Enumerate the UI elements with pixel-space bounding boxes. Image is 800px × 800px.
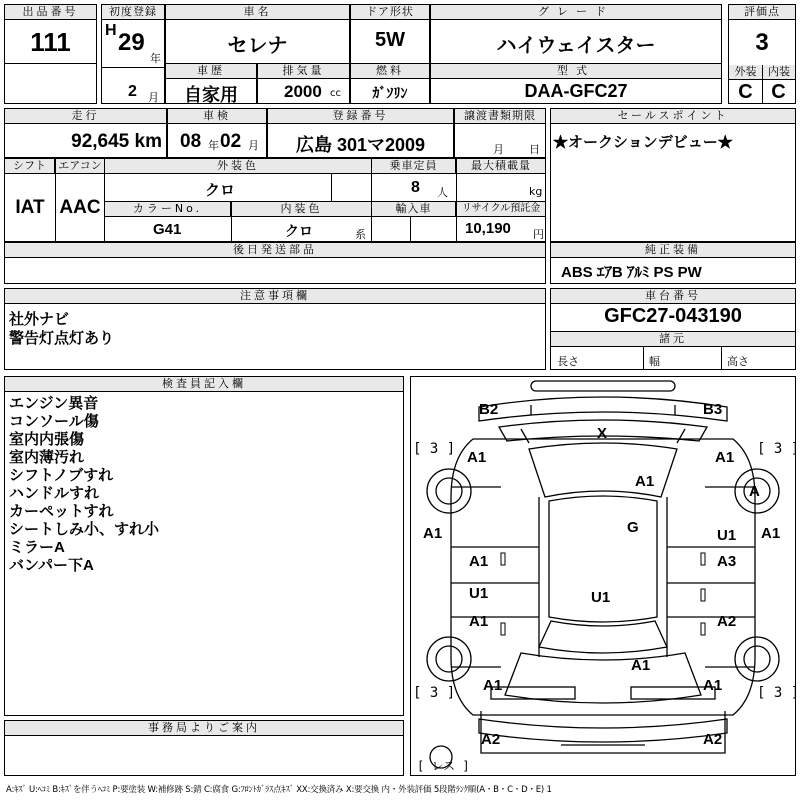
inspector-note-line: ミラーA bbox=[9, 539, 65, 556]
mark-a-wheel: A bbox=[749, 483, 760, 500]
kei-unit: 系 bbox=[355, 228, 366, 241]
model-code-value: DAA-GFC27 bbox=[524, 81, 628, 101]
genuine-equip-value: ABS ｴｱB ｱﾙﾐ PS PW bbox=[561, 264, 702, 281]
bracket-bottom-right: [ 3 ] bbox=[757, 685, 800, 701]
car-name-label: 車名 bbox=[166, 5, 349, 20]
transfer-day-unit: 日 bbox=[529, 143, 540, 156]
mileage-value: 92,645 km bbox=[71, 131, 162, 152]
grade-cell bbox=[430, 4, 722, 64]
mark-u1-center: U1 bbox=[591, 589, 611, 606]
mark-a1-right: A1 bbox=[761, 525, 781, 542]
shift-value: IAT bbox=[15, 197, 45, 218]
car-name-cell bbox=[165, 4, 350, 64]
capacity-value: 8 bbox=[411, 179, 420, 196]
sales-point-cell bbox=[550, 108, 796, 242]
aircon-label: エアコン bbox=[56, 159, 104, 174]
history-value: 自家用 bbox=[184, 85, 238, 105]
inspector-note-line: シートしみ小、すれ小 bbox=[9, 521, 160, 538]
mark-a1-upper-left: A1 bbox=[467, 449, 487, 466]
interior-color-label: 内装色 bbox=[232, 202, 371, 217]
inspection-month-unit: 月 bbox=[248, 139, 259, 152]
month-unit: 月 bbox=[148, 91, 159, 104]
mark-g: G bbox=[627, 519, 639, 536]
transfer-month-unit: 月 bbox=[493, 143, 504, 156]
spare-tire-mark: [ レス ] bbox=[417, 759, 470, 773]
lot-number-value: 111 bbox=[30, 27, 71, 57]
persons-unit: 人 bbox=[437, 186, 448, 199]
transfer-deadline-label: 譲渡書類期限 bbox=[455, 109, 545, 124]
first-registration-cell bbox=[101, 4, 165, 104]
mark-a2-bottom-right: A2 bbox=[703, 731, 723, 748]
bracket-top-right: [ 3 ] bbox=[757, 441, 800, 457]
displacement-value: 2000 bbox=[284, 82, 322, 101]
chassis-number-value: GFC27-043190 bbox=[604, 305, 742, 327]
mark-u1-right: U1 bbox=[717, 527, 737, 544]
shift-label: シフト bbox=[5, 159, 55, 174]
door-type-cell bbox=[350, 4, 430, 64]
score-value: 3 bbox=[755, 29, 769, 56]
sales-point-label: セールスポイント bbox=[551, 109, 795, 124]
width-label: 幅 bbox=[649, 355, 660, 368]
sales-point-value: ★オークションデビュー★ bbox=[553, 134, 733, 151]
inspector-notes-list bbox=[9, 395, 159, 575]
inspection-label: 車検 bbox=[168, 109, 266, 124]
height-label: 高さ bbox=[727, 355, 749, 368]
bracket-top-left: [ 3 ] bbox=[413, 441, 456, 457]
history-label: 車歴 bbox=[166, 64, 256, 79]
dimensions-label: 諸元 bbox=[551, 332, 795, 347]
inspector-notes-label: 検査員記入欄 bbox=[5, 377, 403, 392]
year-unit: 年 bbox=[150, 52, 161, 65]
displacement-cell bbox=[257, 63, 350, 104]
mileage-label: 走行 bbox=[5, 109, 166, 124]
model-code-cell bbox=[430, 63, 722, 104]
mark-a1-bottom-right: A1 bbox=[703, 677, 723, 694]
era-value: H bbox=[105, 22, 117, 39]
yen-unit: 円 bbox=[533, 228, 544, 241]
exterior-grade-label: 外装 bbox=[729, 65, 762, 80]
lot-number-label: 出品番号 bbox=[5, 5, 96, 20]
door-type-label: ドア形状 bbox=[351, 5, 429, 20]
genuine-equip-label: 純正装備 bbox=[551, 243, 795, 258]
inspection-cell bbox=[167, 108, 267, 158]
mark-u1-left: U1 bbox=[469, 585, 489, 602]
score-cell bbox=[728, 4, 796, 104]
history-cell bbox=[165, 63, 257, 104]
inspector-note-line: コンソール傷 bbox=[9, 413, 99, 430]
notes-line-2: 警告灯点灯あり bbox=[9, 330, 115, 347]
mark-a1-rear: A1 bbox=[631, 657, 651, 674]
mark-a1-mid-left: A1 bbox=[469, 553, 489, 570]
mark-a3: A3 bbox=[717, 553, 737, 570]
later-parts-cell bbox=[4, 242, 546, 284]
reg-number-value: 広島 301マ2009 bbox=[295, 135, 426, 155]
notes-cell bbox=[4, 288, 546, 370]
mark-a2-right: A2 bbox=[717, 613, 737, 630]
mark-a1-lower-left: A1 bbox=[469, 613, 489, 630]
door-type-value: 5W bbox=[375, 29, 405, 51]
chassis-number-label: 車台番号 bbox=[551, 289, 795, 304]
score-label: 評価点 bbox=[729, 5, 795, 20]
first-reg-label: 初度登録 bbox=[102, 5, 164, 20]
mark-a2-bottom-left: A2 bbox=[481, 731, 501, 748]
reg-number-label: 登録番号 bbox=[268, 109, 453, 124]
bracket-bottom-left: [ 3 ] bbox=[413, 685, 456, 701]
notes-label: 注意事項欄 bbox=[5, 289, 545, 304]
exterior-color-label: 外装色 bbox=[105, 159, 371, 174]
mileage-cell bbox=[4, 108, 167, 158]
interior-grade-value: C bbox=[771, 81, 786, 103]
exterior-grade-value: C bbox=[738, 81, 753, 103]
inspection-year: 08 bbox=[180, 131, 202, 152]
recycle-fee-label: リサイクル預託金 bbox=[457, 202, 545, 217]
office-notice-cell bbox=[4, 720, 404, 776]
office-notice-label: 事務局よりご案内 bbox=[5, 721, 403, 736]
mark-a1-roof: A1 bbox=[635, 473, 655, 490]
color-no-value: G41 bbox=[153, 221, 182, 238]
mark-b2: B2 bbox=[479, 401, 499, 418]
inspector-note-line: エンジン異音 bbox=[9, 395, 99, 412]
mark-b3: B3 bbox=[703, 401, 723, 418]
displacement-label: 排気量 bbox=[258, 64, 349, 79]
grade-value: ハイウェイスター bbox=[496, 35, 656, 57]
color-no-label: カラーNo. bbox=[105, 202, 231, 217]
exterior-color-value: クロ bbox=[204, 182, 235, 199]
inspector-note-line: カーペットすれ bbox=[9, 503, 114, 520]
inspection-month: 02 bbox=[220, 131, 242, 152]
notes-line-1: 社外ナビ bbox=[9, 311, 70, 328]
inspector-notes-cell bbox=[4, 376, 404, 716]
month-value: 2 bbox=[128, 83, 137, 100]
aircon-value: AAC bbox=[59, 197, 101, 218]
interior-color-value: クロ bbox=[285, 223, 313, 239]
model-code-label: 型式 bbox=[431, 64, 721, 79]
chassis-cell bbox=[550, 288, 796, 370]
inspector-note-line: シフトノブすれ bbox=[9, 467, 114, 484]
specs-block bbox=[4, 158, 546, 242]
mark-x: X bbox=[597, 425, 608, 442]
inspector-note-line: 室内薄汚れ bbox=[9, 449, 85, 466]
capacity-label: 乗車定員 bbox=[372, 159, 456, 174]
later-parts-label: 後日発送部品 bbox=[5, 243, 545, 258]
mark-a1-upper-right: A1 bbox=[715, 449, 735, 466]
fuel-value: ｶﾞｿﾘﾝ bbox=[372, 85, 408, 101]
car-name-value: セレナ bbox=[227, 35, 288, 57]
damage-diagram bbox=[410, 376, 800, 776]
legend-text: A:ｷｽﾞ U:ﾍｺﾐ B:ｷｽﾞを伴うﾍｺﾐ P:要塗装 W:補修跡 S:錆 C:腐食 G:ﾌﾛﾝﾄｶﾞﾗｽ点ｷｽﾞ XX:交換済み X:要交換 内・外装評価 5段階ﾗﾝｸ順(A・B・C・D・E) 1 bbox=[6, 785, 552, 795]
max-load-label: 最大積載量 bbox=[457, 159, 545, 174]
lot-number-cell bbox=[4, 4, 97, 104]
recycle-fee-value: 10,190 bbox=[465, 220, 511, 237]
reg-number-cell bbox=[267, 108, 454, 158]
mark-a1-left: A1 bbox=[423, 525, 443, 542]
import-label: 輸入車 bbox=[372, 202, 456, 217]
transfer-deadline-cell bbox=[454, 108, 546, 158]
year-value: 29 bbox=[118, 29, 145, 56]
fuel-label: 燃料 bbox=[351, 64, 429, 79]
inspector-note-line: ハンドルすれ bbox=[9, 485, 100, 502]
interior-grade-label: 内装 bbox=[762, 65, 795, 80]
genuine-equip-cell bbox=[550, 242, 796, 284]
kg-unit: kg bbox=[529, 185, 543, 198]
fuel-cell bbox=[350, 63, 430, 104]
inspector-note-line: 室内内張傷 bbox=[9, 431, 85, 448]
length-label: 長さ bbox=[557, 355, 579, 368]
grade-label: グレード bbox=[431, 5, 721, 20]
inspection-year-unit: 年 bbox=[208, 139, 219, 152]
inspector-note-line: バンパー下A bbox=[9, 557, 94, 574]
mark-a1-bottom-left: A1 bbox=[483, 677, 503, 694]
cc-unit: cc bbox=[330, 88, 341, 99]
